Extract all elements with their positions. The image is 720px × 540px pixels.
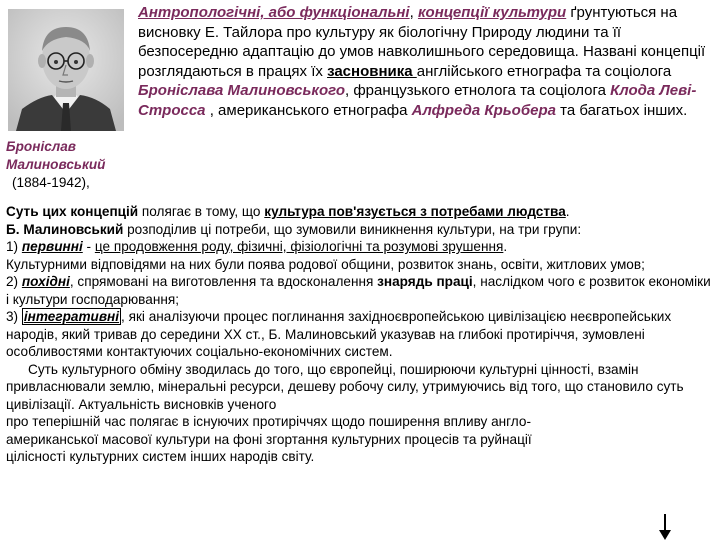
intro-text-3: , французького етнолога та соціолога <box>344 82 611 100</box>
intro-name-malinowski: Броніслава Малиновського <box>138 82 345 100</box>
paragraph-relevance-3: цілісності культурних систем інших народів світу. <box>6 449 315 464</box>
intro-founder-word: засновника <box>327 62 417 80</box>
intro-text-4: , американського етнографа <box>205 101 412 119</box>
paragraph-primary <box>6 238 712 256</box>
primary-term: первинні <box>21 239 83 254</box>
integrative-text: , які аналізуючи процес поглинання західноєвропейською цивілізацією неєвропейських народів, який тривав до середини XX ст., Б. Малиновський указував на глибокі протиріччя, зумовлені особливостями контактуючих соціально-економічних систем. <box>6 309 672 359</box>
derived-text-1: , спрямовані на виготовлення та вдосконалення <box>69 274 378 289</box>
intro-name-levi-strauss: Клода Леві-Стросса <box>138 82 697 119</box>
paragraph-cultural-responses: Культурними відповідями на них були поява родової общини, розвиток знань, освіти, житлових умов; <box>6 256 645 272</box>
groups-text: розподілив ці потреби, що зумовили виникнення культури, на три групи: <box>123 221 582 237</box>
caption-name-last: Малиновський <box>6 157 106 172</box>
primary-end: . <box>503 239 508 254</box>
portrait-photo <box>8 9 124 131</box>
intro-paragraph <box>138 3 718 121</box>
intro-title-separator: , <box>409 4 418 21</box>
paragraph-relevance-1: про теперішній час полягає в існуючих протиріччях щодо поширення впливу англо- <box>6 414 531 429</box>
paragraph-integrative <box>6 308 712 361</box>
paragraph-derived <box>6 273 712 308</box>
derived-number: 2) <box>6 274 22 289</box>
derived-term: похідні <box>21 274 70 289</box>
caption-years: (1884-1942), <box>12 175 90 190</box>
essence-text: полягає в тому, що <box>138 204 265 219</box>
integrative-term: інтегративні <box>23 309 120 324</box>
paragraph-groups-intro <box>6 221 712 239</box>
essence-end: . <box>565 204 570 219</box>
portrait-illustration <box>8 9 124 131</box>
main-text <box>6 203 712 466</box>
derived-text-2: , наслідком чого є розвиток економіки і культури господарювання; <box>6 274 711 307</box>
essence-key-phrase: культура пов'язується з потребами людства <box>264 204 566 219</box>
primary-number: 1) <box>6 239 22 254</box>
paragraph-exchange: Суть культурного обміну зводилась до того, що європейці, поширюючи культурні цінності, взамін привласнювали землю, мінеральні ресурси, дешеву робочу силу, утримуючись від того, що становило суть цивілізації. Актуальність висновків ученого <box>6 361 684 412</box>
paragraph-essence <box>6 203 712 221</box>
essence-heading: Суть цих концепцій <box>6 204 139 219</box>
intro-text-5: та багатьох інших. <box>555 101 688 119</box>
primary-definition: це продовження роду, фізичні, фізіологічні та розумові зрушення <box>94 239 504 254</box>
intro-text-1: ґрунтуються на висновку Е. Тайлора про культуру як біологічну Природу людини та її безпосередню адаптацію до умов навколишнього середовища. Названі концепції розглядаються в працях їх <box>138 4 706 80</box>
integrative-number: 3) <box>6 309 22 324</box>
derived-tools: знарядь праці <box>377 274 473 289</box>
intro-name-kroeber: Алфреда Крьобера <box>411 101 556 119</box>
caption-name-first: Броніслав <box>6 139 77 154</box>
paragraph-relevance-2: американської масової культури на фоні згортання культурних процесів та руйнації <box>6 431 532 447</box>
intro-text-2: англійського етнографа та соціолога <box>416 62 672 80</box>
down-arrow-icon[interactable] <box>658 514 672 540</box>
intro-title: Антропологічні, або функціональні <box>138 4 410 21</box>
intro-title-second: концепції культури <box>417 4 567 21</box>
primary-dash: - <box>82 239 95 254</box>
portrait-caption <box>6 138 131 192</box>
groups-author: Б. Малиновський <box>6 221 124 237</box>
